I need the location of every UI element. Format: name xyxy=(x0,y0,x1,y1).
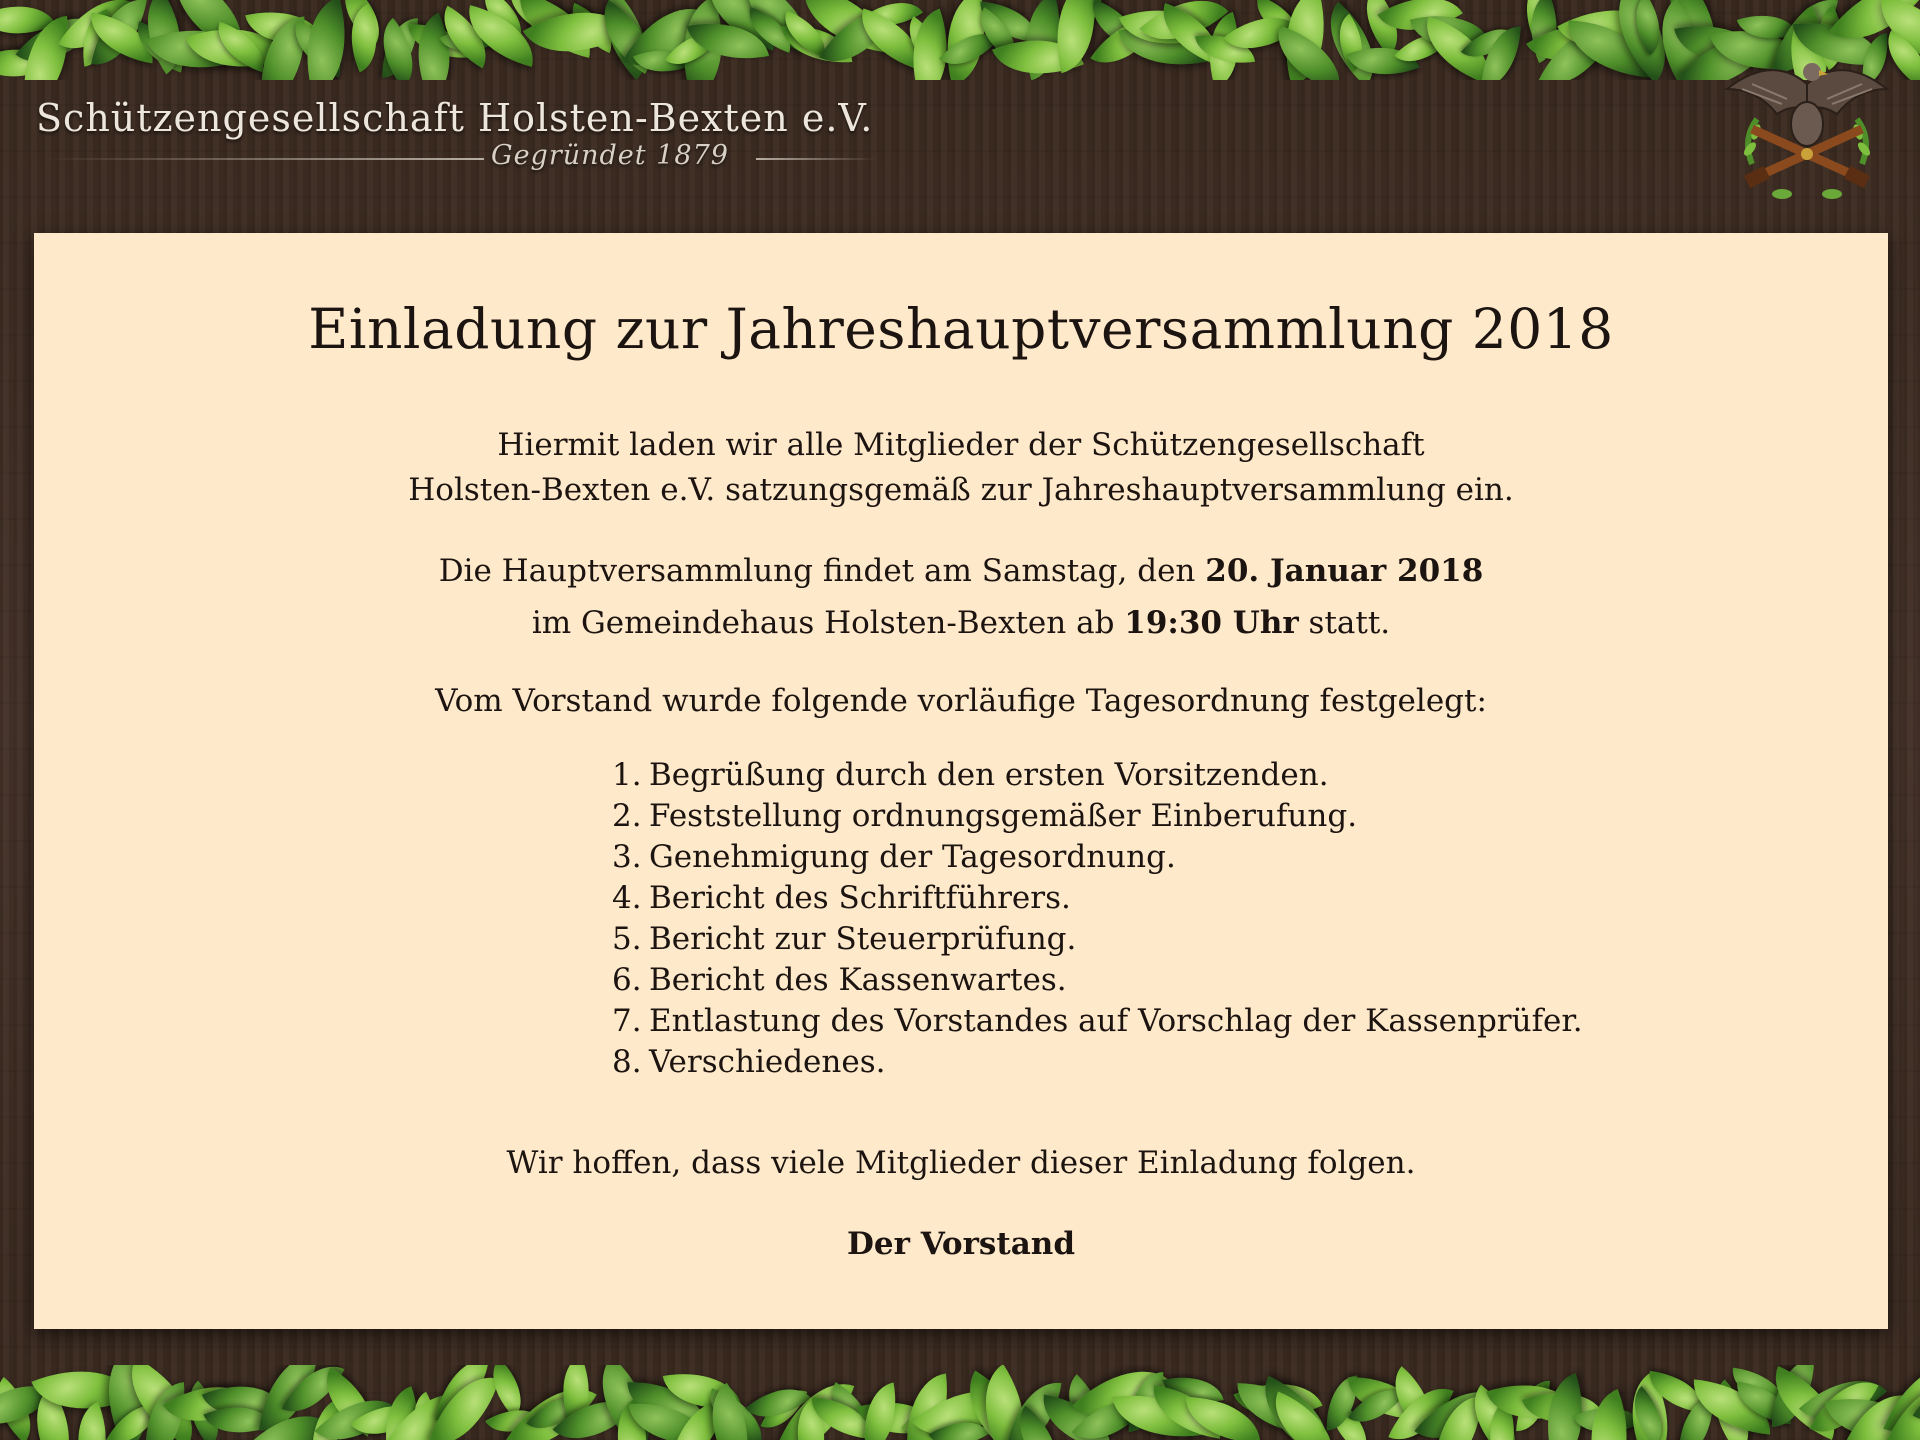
agenda-item-text: Feststellung ordnungsgemäßer Einberufung. xyxy=(649,798,1358,834)
agenda-item-text: Begrüßung durch den ersten Vorsitzenden. xyxy=(649,757,1329,793)
meeting-date: 20. Januar 2018 xyxy=(1205,553,1484,589)
agenda-item-number: 8. xyxy=(612,1044,642,1080)
intro-line-1: Hiermit laden wir alle Mitglieder der Schützengesellschaft xyxy=(497,427,1425,463)
agenda-item-text: Verschiedenes. xyxy=(649,1044,886,1080)
agenda-item xyxy=(612,1001,1583,1042)
agenda-list xyxy=(612,755,1583,1083)
bottom-leaf-garland xyxy=(0,1365,1920,1440)
agenda-item xyxy=(612,1042,1583,1083)
agenda-item-number: 7. xyxy=(612,1003,642,1039)
agenda-item-number: 3. xyxy=(612,839,642,875)
agenda-item-text: Bericht des Kassenwartes. xyxy=(649,962,1067,998)
agenda-item-text: Bericht zur Steuerprüfung. xyxy=(649,921,1077,957)
founded-year: Gegründet 1879 xyxy=(491,140,729,171)
eagle-crest-icon xyxy=(1722,44,1892,214)
invitation-card xyxy=(34,233,1888,1329)
closing-line: Wir hoffen, dass viele Mitglieder dieser Einladung folgen. xyxy=(506,1145,1416,1181)
agenda-item xyxy=(612,796,1583,837)
agenda-item xyxy=(612,878,1583,919)
meeting-date-line xyxy=(34,545,1888,597)
agenda-item-number: 6. xyxy=(612,962,642,998)
agenda-item xyxy=(612,960,1583,1001)
agenda-item-number: 2. xyxy=(612,798,642,834)
agenda-item xyxy=(612,837,1583,878)
agenda-item xyxy=(612,755,1583,796)
agenda-item-text: Bericht des Schriftführers. xyxy=(649,880,1071,916)
meeting-details xyxy=(34,545,1888,649)
club-header xyxy=(36,96,874,171)
date-prefix: Die Hauptversammlung findet am Samstag, den xyxy=(438,553,1206,589)
place-suffix: statt. xyxy=(1298,605,1391,641)
header-divider-right xyxy=(756,158,876,160)
signature: Der Vorstand xyxy=(846,1226,1076,1262)
header-divider-left xyxy=(44,158,484,160)
agenda-item-number: 4. xyxy=(612,880,642,916)
top-leaf-garland xyxy=(0,0,1920,80)
place-prefix: im Gemeindehaus Holsten-Bexten ab xyxy=(531,605,1125,641)
meeting-place-line xyxy=(34,597,1888,649)
intro-paragraph xyxy=(34,423,1888,513)
intro-line-2: Holsten-Bexten e.V. satzungsgemäß zur Jahreshauptversammlung ein. xyxy=(408,472,1514,508)
club-name: Schützengesellschaft Holsten-Bexten e.V. xyxy=(36,96,874,140)
agenda-item-number: 5. xyxy=(612,921,642,957)
agenda-item-text: Entlastung des Vorstandes auf Vorschlag der Kassenprüfer. xyxy=(649,1003,1583,1039)
agenda-item-number: 1. xyxy=(612,757,642,793)
invitation-title: Einladung zur Jahreshauptversammlung 2018 xyxy=(308,297,1614,361)
meeting-time: 19:30 Uhr xyxy=(1124,605,1299,641)
agenda-intro: Vom Vorstand wurde folgende vorläufige Tagesordnung festgelegt: xyxy=(435,683,1487,719)
agenda-item-text: Genehmigung der Tagesordnung. xyxy=(649,839,1176,875)
agenda-item xyxy=(612,919,1583,960)
